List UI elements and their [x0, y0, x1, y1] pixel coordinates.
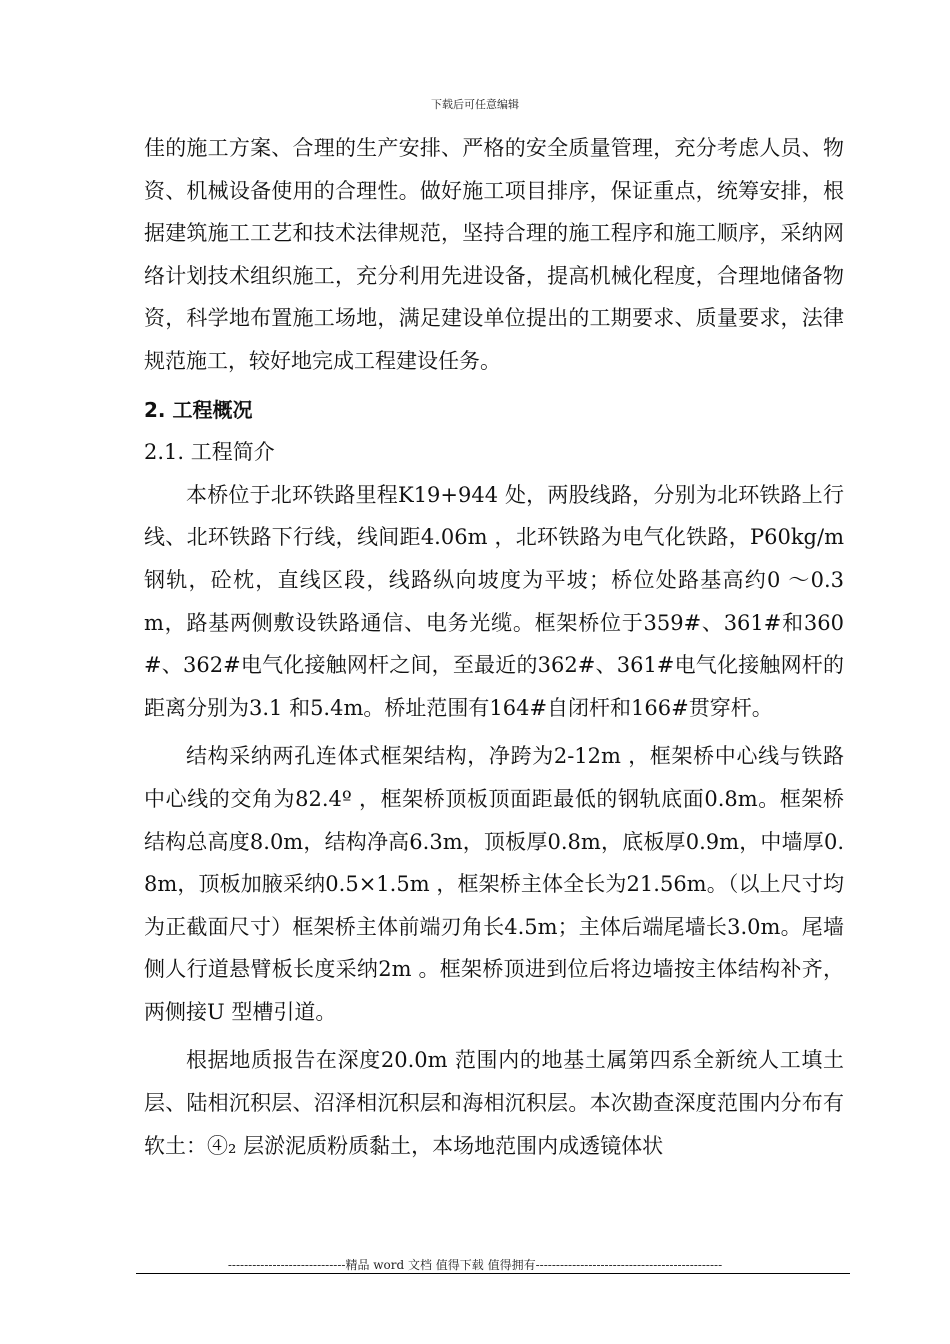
section-heading: 2. 工程概况: [144, 397, 253, 422]
paragraph-structure: 结构采纳两孔连体式框架结构，净跨为2-12m ，框架桥中心线与铁路中心线的交角为82.4º ，框架桥顶板顶面距最低的钢轨底面0.8m。框架桥结构总高度8.0m，结构净高6.3m，顶板厚0.8m，底板厚0.9m，中墙厚0.8m，顶板加腋采纳0.5×1.5m ，框架桥主体全长为21.56m。（以上尺寸均为正截面尺寸）框架桥主体前端刃角长4.5m；主体后端尾墙长3.0m。尾墙侧人行道悬臂板长度采纳2m 。框架桥顶进到位后将边墙按主体结构补齐，两侧接U 型槽引道。: [144, 744, 844, 1024]
page-header: 下载后可任意编辑: [431, 98, 519, 111]
paragraph-geology: 根据地质报告在深度20.0m 范围内的地基土属第四系全新统人工填土层、陆相沉积层、沼泽相沉积层和海相沉积层。本次勘查深度范围内分布有软土：④₂ 层淤泥质粉质黏土，本场地范围内成透镜体状: [144, 1048, 844, 1158]
footer-rule: [136, 1273, 850, 1274]
paragraph-intro-continued: 佳的施工方案、合理的生产安排、严格的安全质量管理，充分考虑人员、物资、机械设备使用的合理性。做好施工项目排序，保证重点，统筹安排，根据建筑施工工艺和技术法律规范，坚持合理的施工程序和施工顺序，采纳网络计划技术组织施工，充分利用先进设备，提高机械化程度，合理地储备物资，科学地布置施工场地，满足建设单位提出的工期要求、质量要求，法律规范施工，较好地完成工程建设任务。: [144, 136, 844, 373]
paragraph-bridge-location: 本桥位于北环铁路里程K19+944 处，两股线路，分别为北环铁路上行线、北环铁路下行线，线间距4.06m ，北环铁路为电气化铁路，P60kg/m 钢轨，砼枕，直线区段，线路纵向坡度为平坡；桥位处路基高约0 ～0.3m，路基两侧敷设铁路通信、电务光缆。框架桥位于359#、361#和360#、362#电气化接触网杆之间，至最近的362#、361#电气化接触网杆的距离分别为3.1 和5.4m。桥址范围有164#自闭杆和166#贯穿杆。: [144, 482, 844, 720]
subsection-heading: 2.1. 工程简介: [144, 440, 275, 465]
document-body: [144, 127, 844, 1167]
page-footer: -----------------------------精品 word 文档 值得下载 值得拥有----------------------------------------------: [227, 1258, 723, 1272]
